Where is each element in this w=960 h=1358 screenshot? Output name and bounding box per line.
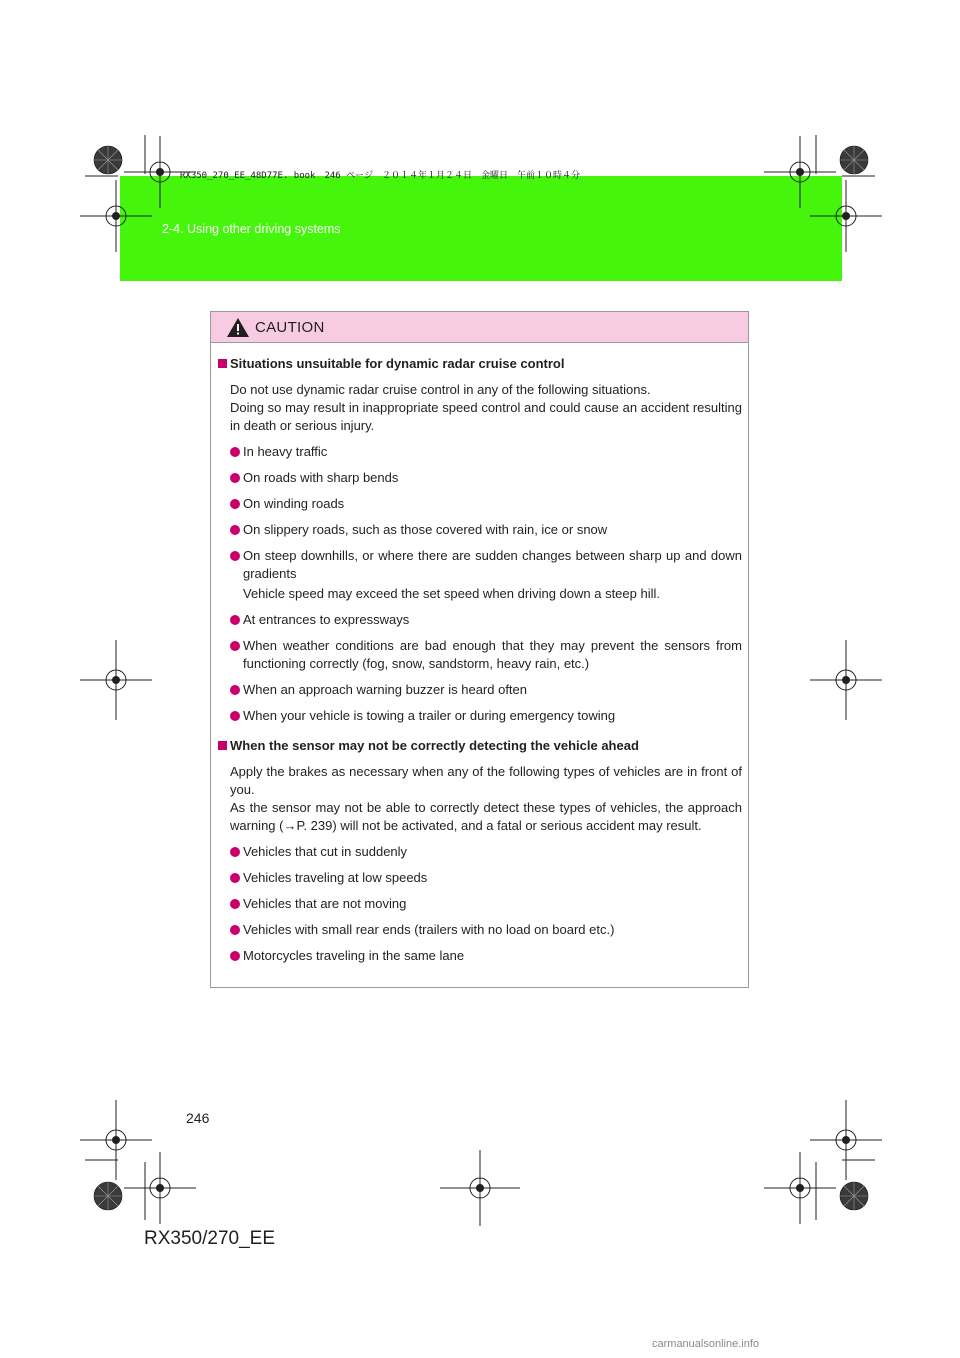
bullet-icon [230,711,240,721]
list-item: In heavy traffic [218,443,742,461]
square-bullet-icon [218,359,227,368]
bullet-icon [230,641,240,651]
bullet-icon [230,615,240,625]
bullet-icon [230,551,240,561]
bullet-icon [230,847,240,857]
paragraph: Do not use dynamic radar cruise control in any of the following situations. Doing so may result in inappropriate speed control and could cause an accident resulting in death or serious injury. [230,382,742,433]
list-item: When your vehicle is towing a trailer or during emergency towing [218,707,742,725]
paragraph: Apply the brakes as necessary when any of the following types of vehicles are in front of you. As the sensor may not be able to correctly detect these types of vehicles, the approach warning (→P. 239) will not be activated, and a fatal or serious accident may result. [230,764,742,833]
square-bullet-icon [218,741,227,750]
bullet-icon [230,899,240,909]
bullet-icon [230,473,240,483]
list-item: Motorcycles traveling in the same lane [218,947,742,965]
bullet-icon [230,925,240,935]
list-item: When an approach warning buzzer is heard often [218,681,742,699]
warning-icon [227,318,249,337]
bullet-icon [230,499,240,509]
section-title: 2-4. Using other driving systems [162,222,341,236]
list-item: Vehicles that cut in suddenly [218,843,742,861]
list-item: On roads with sharp bends [218,469,742,487]
list-item: Vehicles with small rear ends (trailers with no load on board etc.) [218,921,742,939]
list-item: When weather conditions are bad enough that they may prevent the sensors from functioning correctly (fog, snow, sandstorm, heavy rain, etc.) [218,637,742,673]
bullet-icon [230,873,240,883]
list-item: At entrances to expressways [218,611,742,629]
bullet-icon [230,525,240,535]
model-code: RX350/270_EE [144,1228,275,1249]
bullet-icon [230,951,240,961]
bullet-icon [230,685,240,695]
caution-header [211,312,748,343]
list-item: Vehicles traveling at low speeds [218,869,742,887]
list-item: On winding roads [218,495,742,513]
list-item: On steep downhills, or where there are sudden changes between sharp up and down gradients Vehicle speed may exceed the set speed when driving down a steep hill. [218,547,742,603]
page-number: 246 [186,1110,210,1126]
list-item: Vehicles that are not moving [218,895,742,913]
section-heading: Situations unsuitable for dynamic radar cruise control [218,355,742,373]
caution-content [211,343,748,965]
watermark[interactable]: carmanualsonline.info [652,1338,760,1350]
file-info: RX350_270_EE_48D77E. book 246 ページ ２０１４年１月２４日 金曜日 午前１０時４分 [180,171,580,181]
section-heading: When the sensor may not be correctly detecting the vehicle ahead [218,737,742,755]
list-item: On slippery roads, such as those covered with rain, ice or snow [218,521,742,539]
bullet-icon [230,447,240,457]
caution-label: CAUTION [255,319,325,336]
list-item-note: Vehicle speed may exceed the set speed when driving down a steep hill. [243,586,660,601]
caution-box [210,311,749,988]
